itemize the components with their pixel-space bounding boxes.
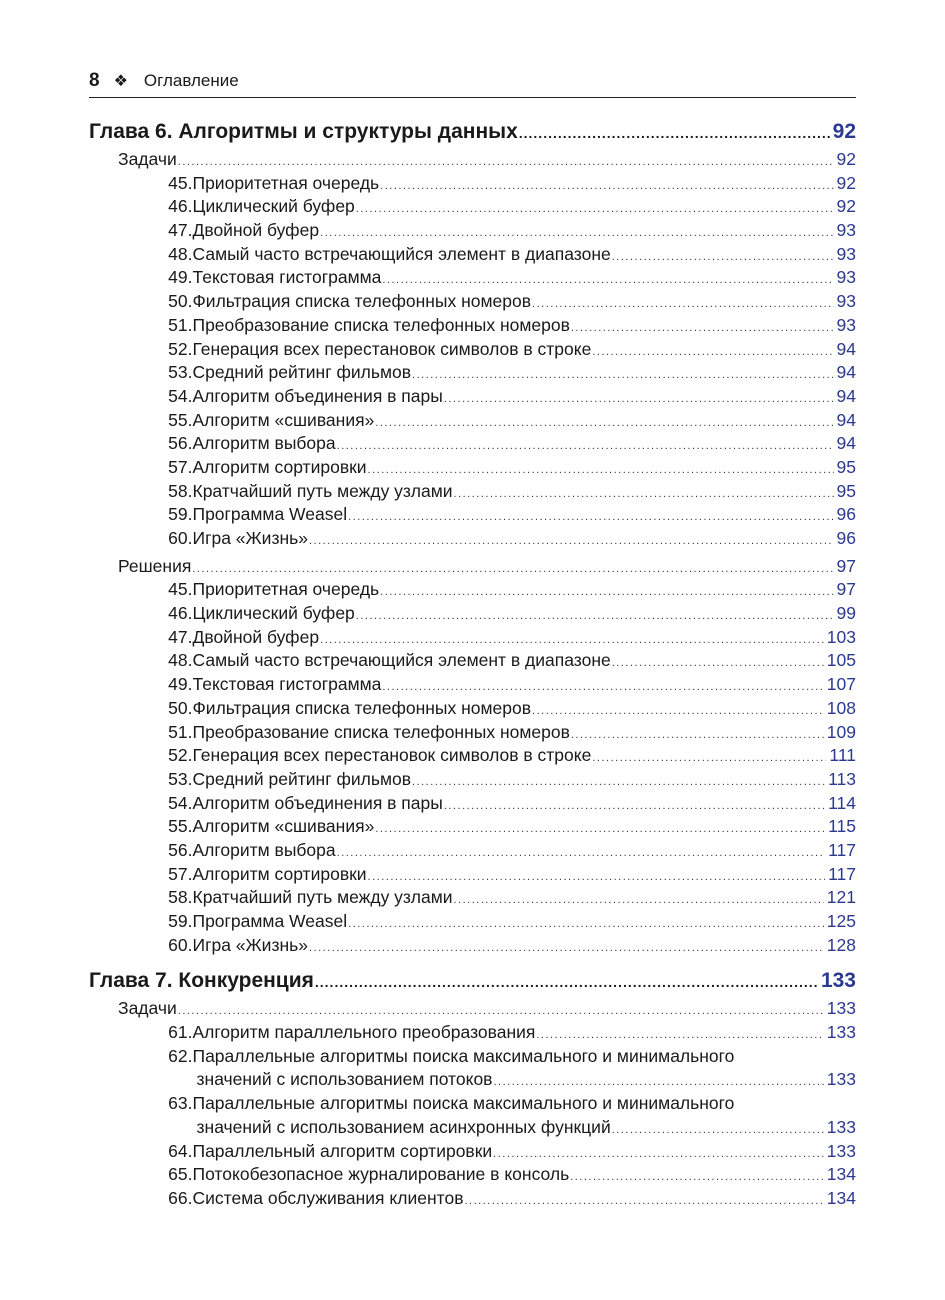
toc-item-entry[interactable] xyxy=(89,456,856,480)
item-page-link[interactable]: 96 xyxy=(836,528,856,548)
item-page-link[interactable]: 133 xyxy=(826,1022,856,1043)
item-number: 58. xyxy=(168,887,193,908)
dot-leader xyxy=(612,1119,824,1143)
dot-leader xyxy=(612,246,834,270)
item-page-link[interactable]: 133 xyxy=(826,1116,856,1137)
item-title: Циклический буфер xyxy=(192,603,355,624)
dot-leader xyxy=(532,293,833,317)
toc-item-entry[interactable] xyxy=(89,385,856,409)
dot-leader xyxy=(380,581,833,605)
toc-item-entry[interactable] xyxy=(89,219,856,243)
item-page-link[interactable]: 103 xyxy=(826,626,856,647)
dot-leader xyxy=(570,1166,824,1190)
item-number: 59. xyxy=(168,911,193,931)
item-page-link[interactable]: 94 xyxy=(836,433,856,454)
table-of-contents xyxy=(89,116,856,1211)
item-page-link[interactable]: 133 xyxy=(826,1140,856,1161)
dot-leader xyxy=(356,605,834,629)
toc-chapter-entry[interactable] xyxy=(89,965,856,997)
chapter-title: Глава 6. Алгоритмы и структуры данных xyxy=(89,120,518,143)
toc-item-entry[interactable] xyxy=(89,697,856,721)
item-page-link[interactable]: 114 xyxy=(828,792,856,813)
toc-section-entry[interactable] xyxy=(89,148,856,172)
dot-leader xyxy=(348,506,833,530)
item-title: Генерация всех перестановок символов в строке xyxy=(192,338,592,359)
toc-item-entry[interactable] xyxy=(89,886,856,910)
item-title: Кратчайший путь между узлами xyxy=(192,887,453,908)
dot-leader xyxy=(592,747,826,771)
item-title: Текстовая гистограмма xyxy=(192,267,382,288)
toc-item-entry[interactable] xyxy=(89,863,856,887)
toc-item-entry[interactable] xyxy=(89,172,856,196)
item-title: Средний рейтинг фильмов xyxy=(192,362,412,383)
item-page-link[interactable]: 115 xyxy=(828,816,856,837)
toc-item-entry[interactable] xyxy=(89,910,856,934)
item-number: 53. xyxy=(168,362,193,383)
item-number: 50. xyxy=(168,697,193,718)
item-page-link[interactable]: 93 xyxy=(836,220,856,241)
item-number: 65. xyxy=(168,1164,193,1185)
item-page-link[interactable]: 94 xyxy=(836,409,856,430)
item-page-link[interactable]: 95 xyxy=(836,480,856,501)
dot-leader xyxy=(309,530,834,554)
toc-chapter-entry[interactable] xyxy=(89,116,856,148)
item-title: Алгоритм «сшивания» xyxy=(192,816,375,837)
item-page-link[interactable]: 117 xyxy=(828,839,856,860)
item-title: Самый часто встречающийся элемент в диапазоне xyxy=(192,650,611,671)
toc-item-entry[interactable] xyxy=(89,290,856,314)
item-page-link[interactable]: 93 xyxy=(836,243,856,264)
item-title: Кратчайший путь между узлами xyxy=(192,480,453,501)
item-number: 49. xyxy=(168,674,193,695)
item-page-link[interactable]: 94 xyxy=(836,385,856,406)
item-page-link[interactable]: 92 xyxy=(836,172,856,193)
item-title: Генерация всех перестановок символов в строке xyxy=(192,745,592,766)
dot-leader xyxy=(592,341,833,365)
section-page-link[interactable]: 92 xyxy=(836,149,856,169)
item-number: 66. xyxy=(168,1187,193,1208)
item-number: 60. xyxy=(168,528,193,548)
dot-leader xyxy=(465,1190,824,1214)
item-title: Алгоритм выбора xyxy=(192,839,336,860)
toc-item-entry[interactable] xyxy=(89,578,856,602)
item-title: Алгоритм объединения в пары xyxy=(192,385,443,406)
dot-leader xyxy=(375,412,833,436)
item-title: Текстовая гистограмма xyxy=(192,674,382,695)
dot-leader xyxy=(412,771,825,795)
dot-leader xyxy=(571,724,824,748)
item-page-link[interactable]: 109 xyxy=(826,721,856,742)
item-number: 48. xyxy=(168,650,193,671)
toc-item-entry[interactable] xyxy=(89,721,856,745)
dot-leader xyxy=(532,700,824,724)
ornament-icon: ❖ xyxy=(113,73,128,90)
item-title: Приоритетная очередь xyxy=(192,172,380,193)
item-page-link[interactable]: 133 xyxy=(826,1069,856,1090)
item-number: 52. xyxy=(168,745,193,766)
toc-item-entry[interactable] xyxy=(89,243,856,267)
item-title: Алгоритм сортировки xyxy=(192,456,367,477)
toc-section-entry[interactable] xyxy=(89,997,856,1021)
item-title: Система обслуживания клиентов xyxy=(192,1187,464,1208)
item-number: 61. xyxy=(168,1022,193,1043)
page-number: 8 xyxy=(89,70,100,91)
item-page-link[interactable]: 94 xyxy=(836,362,856,383)
toc-item-entry[interactable] xyxy=(89,1163,856,1187)
item-number: 45. xyxy=(168,172,193,193)
item-number: 47. xyxy=(168,220,193,241)
dot-leader xyxy=(337,435,834,459)
toc-item-entry[interactable] xyxy=(89,626,856,650)
section-title: Задачи xyxy=(118,998,177,1019)
item-title-continuation: значений с использованием асинхронных функций xyxy=(196,1116,611,1137)
item-number: 52. xyxy=(168,338,193,359)
item-number: 51. xyxy=(168,314,193,335)
toc-section-entry[interactable] xyxy=(89,555,856,579)
item-title: Программа Weasel xyxy=(192,504,348,525)
item-title: Алгоритм выбора xyxy=(192,433,336,454)
dot-leader xyxy=(412,364,834,388)
toc-item-entry[interactable] xyxy=(89,839,856,863)
item-page-link[interactable]: 134 xyxy=(826,1187,856,1208)
toc-item-entry[interactable] xyxy=(89,768,856,792)
item-number: 55. xyxy=(168,409,193,430)
toc-item-entry[interactable] xyxy=(89,1092,856,1116)
item-page-link[interactable]: 93 xyxy=(836,267,856,288)
dot-leader xyxy=(612,652,824,676)
dot-leader xyxy=(380,175,833,199)
item-title: Алгоритм сортировки xyxy=(192,863,367,884)
dot-leader xyxy=(356,198,834,222)
item-title: Приоритетная очередь xyxy=(192,579,380,600)
toc-item-entry[interactable] xyxy=(89,338,856,362)
item-number: 64. xyxy=(168,1140,193,1161)
toc-item-entry[interactable] xyxy=(89,792,856,816)
item-title: Преобразование списка телефонных номеров xyxy=(192,314,570,335)
item-title: Параллельные алгоритмы поиска максимального и минимального xyxy=(192,1045,735,1066)
item-number: 57. xyxy=(168,456,193,477)
item-number: 48. xyxy=(168,243,193,264)
dot-leader xyxy=(444,795,825,819)
item-title-continuation: значений с использованием потоков xyxy=(196,1069,493,1090)
item-page-link[interactable]: 121 xyxy=(826,887,856,908)
item-title: Программа Weasel xyxy=(192,911,348,931)
dot-leader xyxy=(348,913,824,937)
dot-leader xyxy=(309,937,824,961)
toc-item-entry[interactable] xyxy=(89,602,856,626)
toc-item-entry[interactable] xyxy=(89,1187,856,1211)
item-number: 53. xyxy=(168,768,193,789)
item-page-link[interactable]: 128 xyxy=(826,934,856,955)
item-number: 56. xyxy=(168,433,193,454)
item-title: Игра «Жизнь» xyxy=(192,934,308,955)
toc-item-entry[interactable] xyxy=(89,480,856,504)
toc-item-entry[interactable] xyxy=(89,503,856,527)
running-header xyxy=(89,68,856,94)
item-page-link[interactable]: 94 xyxy=(836,338,856,359)
dot-leader xyxy=(375,818,825,842)
header-rule xyxy=(89,97,856,98)
item-number: 58. xyxy=(168,480,193,501)
dot-leader xyxy=(519,117,830,149)
toc-item-entry[interactable] xyxy=(89,1045,856,1069)
item-page-link[interactable]: 93 xyxy=(836,291,856,312)
item-title: Параллельные алгоритмы поиска максимального и минимального xyxy=(192,1093,735,1114)
section-page-link[interactable]: 133 xyxy=(826,998,856,1019)
item-number: 54. xyxy=(168,792,193,813)
item-title: Средний рейтинг фильмов xyxy=(192,768,412,789)
dot-leader xyxy=(454,889,824,913)
running-title: Оглавление xyxy=(143,71,239,90)
toc-item-entry[interactable] xyxy=(89,432,856,456)
item-page-link[interactable]: 93 xyxy=(836,314,856,335)
item-title: Двойной буфер xyxy=(192,220,320,241)
item-number: 50. xyxy=(168,291,193,312)
toc-item-entry[interactable] xyxy=(89,744,856,768)
toc-item-continuation[interactable] xyxy=(89,1116,856,1140)
item-number: 45. xyxy=(168,579,193,600)
toc-item-entry[interactable] xyxy=(89,195,856,219)
toc-item-entry[interactable] xyxy=(89,1140,856,1164)
item-number: 54. xyxy=(168,385,193,406)
item-title: Игра «Жизнь» xyxy=(192,528,308,548)
toc-item-entry[interactable] xyxy=(89,527,856,551)
section-page-link[interactable]: 97 xyxy=(836,555,856,576)
item-number: 49. xyxy=(168,267,193,288)
toc-item-entry[interactable] xyxy=(89,934,856,958)
dot-leader xyxy=(337,842,825,866)
dot-leader xyxy=(571,317,834,341)
dot-leader xyxy=(315,966,818,998)
item-page-link[interactable]: 107 xyxy=(826,674,856,695)
item-title: Двойной буфер xyxy=(192,626,320,647)
toc-item-entry[interactable] xyxy=(89,1021,856,1045)
item-number: 46. xyxy=(168,196,193,217)
item-number: 62. xyxy=(168,1045,193,1066)
toc-item-entry[interactable] xyxy=(89,314,856,338)
dot-leader xyxy=(444,388,834,412)
item-title: Параллельный алгоритм сортировки xyxy=(192,1140,493,1161)
section-title: Решения xyxy=(118,555,192,576)
item-title: Алгоритм объединения в пары xyxy=(192,792,443,813)
item-number: 55. xyxy=(168,816,193,837)
chapter-page-link[interactable]: 133 xyxy=(820,969,856,993)
item-page-link[interactable]: 134 xyxy=(826,1164,856,1185)
item-title: Преобразование списка телефонных номеров xyxy=(192,721,570,742)
item-page-link[interactable]: 117 xyxy=(828,863,856,884)
item-title: Потокобезопасное журналирование в консоль xyxy=(192,1164,570,1185)
toc-item-continuation[interactable] xyxy=(89,1068,856,1092)
item-page-link[interactable]: 92 xyxy=(836,196,856,217)
item-number: 46. xyxy=(168,603,193,624)
item-page-link[interactable]: 99 xyxy=(836,603,856,624)
item-number: 60. xyxy=(168,934,193,955)
item-page-link[interactable]: 95 xyxy=(836,456,856,477)
item-title: Алгоритм параллельного преобразования xyxy=(192,1022,536,1043)
chapter-page-link[interactable]: 92 xyxy=(832,120,856,143)
item-title: Алгоритм «сшивания» xyxy=(192,409,375,430)
item-page-link[interactable]: 111 xyxy=(829,745,856,766)
toc-item-entry[interactable] xyxy=(89,361,856,385)
section-title: Задачи xyxy=(118,149,177,169)
item-title: Циклический буфер xyxy=(192,196,355,217)
item-number: 57. xyxy=(168,863,193,884)
item-page-link[interactable]: 97 xyxy=(836,579,856,600)
toc-item-entry[interactable] xyxy=(89,266,856,290)
toc-item-entry[interactable] xyxy=(89,649,856,673)
dot-leader xyxy=(454,483,834,507)
item-number: 59. xyxy=(168,504,193,525)
toc-item-entry[interactable] xyxy=(89,409,856,433)
toc-item-entry[interactable] xyxy=(89,815,856,839)
item-number: 56. xyxy=(168,839,193,860)
item-page-link[interactable]: 105 xyxy=(826,650,856,671)
chapter-title: Глава 7. Конкуренция xyxy=(89,969,314,993)
toc-item-entry[interactable] xyxy=(89,673,856,697)
item-title: Самый часто встречающийся элемент в диапазоне xyxy=(192,243,611,264)
item-number: 51. xyxy=(168,721,193,742)
item-title: Фильтрация списка телефонных номеров xyxy=(192,291,532,312)
item-page-link[interactable]: 96 xyxy=(836,504,856,525)
item-page-link[interactable]: 108 xyxy=(826,697,856,718)
item-page-link[interactable]: 113 xyxy=(828,768,856,789)
item-page-link[interactable]: 125 xyxy=(826,911,856,931)
item-number: 63. xyxy=(168,1093,193,1114)
item-title: Фильтрация списка телефонных номеров xyxy=(192,697,532,718)
item-number: 47. xyxy=(168,626,193,647)
